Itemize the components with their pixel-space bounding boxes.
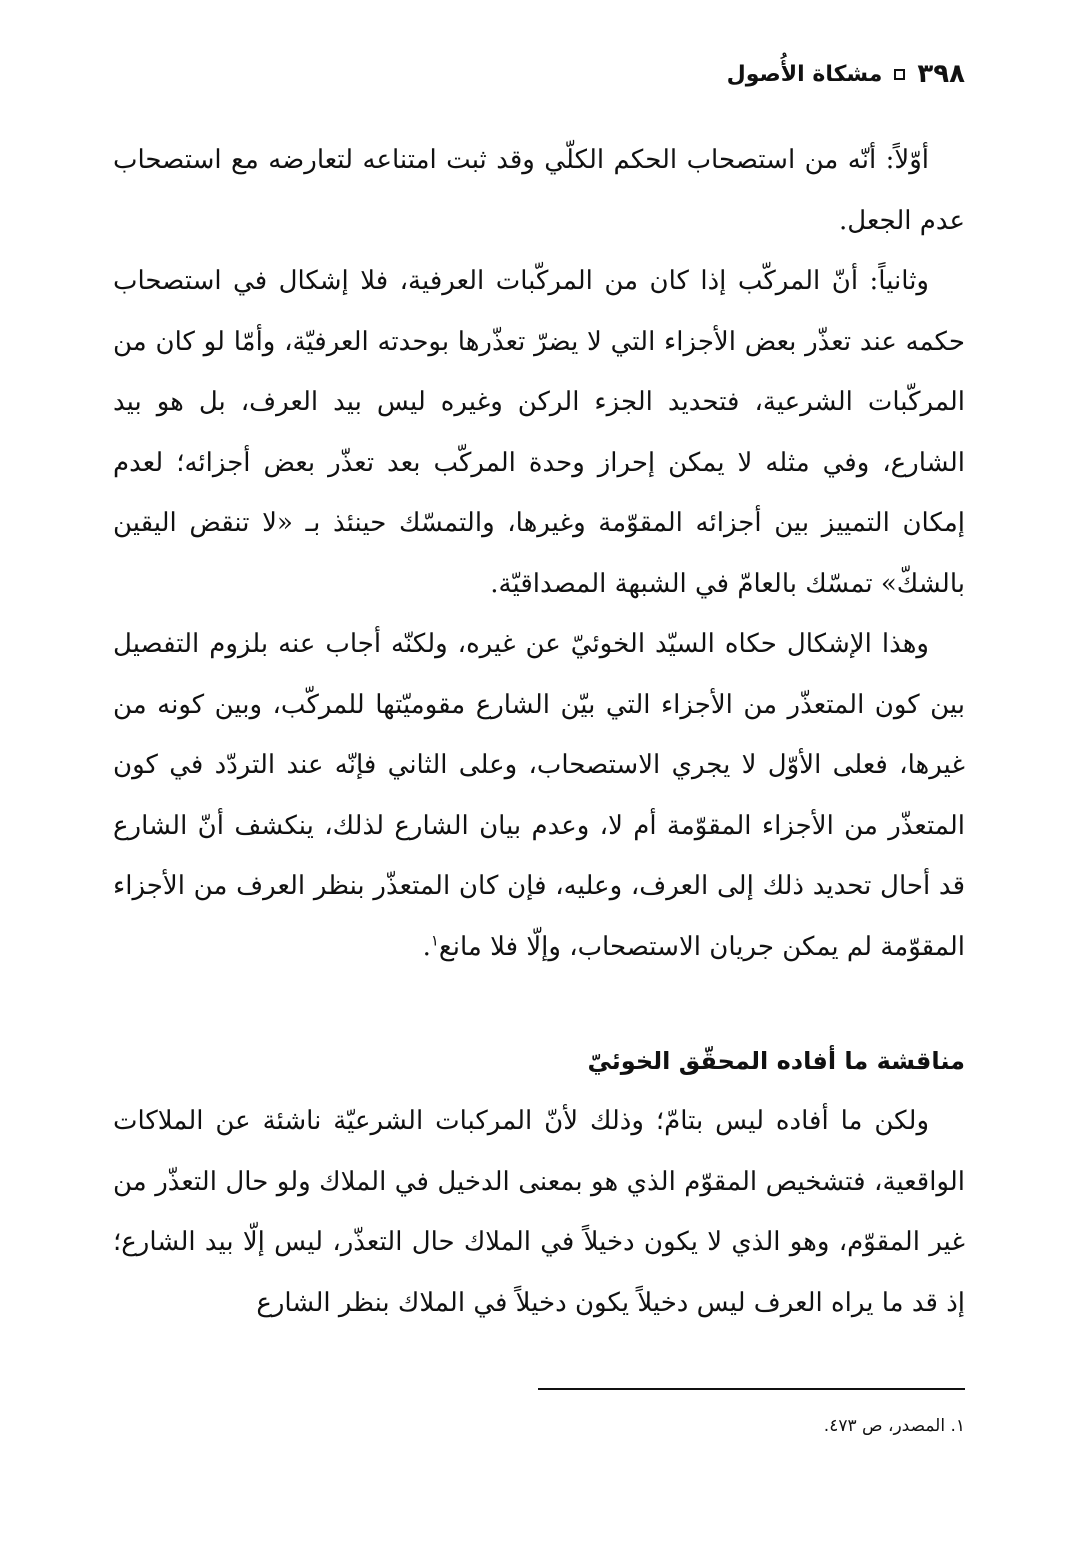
footnote-reference[interactable]: ١ — [430, 930, 439, 949]
footnote: ١. المصدر، ص ٤٧٣. — [823, 1416, 965, 1436]
paragraph-3-text: وهذا الإشكال حكاه السيّد الخوئيّ عن غيره، ولكنّه أجاب عنه بلزوم التفصيل بين كون المتعذّر من الأجزاء التي بيّن الشارع مقوميّتها للمركّب، وبين كونه من غيرها، فعلى الأوّل لا يجري الاستصحاب، وعلى الثاني فإنّه عند التردّد في كون المتعذّر من الأجزاء المقوّمة أم لا، وعدم بيان الشارع لذلك، ينكشف أنّ الشارع قد أحال تحديد ذلك إلى العرف، وعليه، فإن كان المتعذّر بنظر العرف من الأجزاء المقوّمة لم يمكن جريان الاستصحاب، وإلّا فلا مانع — [113, 629, 965, 962]
page-number: ٣٩٨ — [917, 59, 965, 89]
footnote-divider — [538, 1388, 965, 1390]
paragraph-3: وهذا الإشكال حكاه السيّد الخوئيّ عن غيره، ولكنّه أجاب عنه بلزوم التفصيل بين كون المتعذّر من الأجزاء التي بيّن الشارع مقوميّتها للمركّب، وبين كونه من غيرها، فعلى الأوّل لا يجري الاستصحاب، وعلى الثاني فإنّه عند التردّد في كون المتعذّر من الأجزاء المقوّمة أم لا، وعدم بيان الشارع لذلك، ينكشف أنّ الشارع قد أحال تحديد ذلك إلى العرف، وعليه، فإن كان المتعذّر بنظر العرف من الأجزاء المقوّمة لم يمكن جريان الاستصحاب، وإلّا فلا مانع$^١$. — [113, 629, 965, 962]
section-heading: مناقشة ما أفاده المحقّق الخوئيّ — [587, 1047, 965, 1075]
book-title: مشكاة الأُصول — [726, 61, 883, 87]
square-separator-icon — [894, 69, 905, 80]
section-paragraph: ولكن ما أفاده ليس بتامّ؛ وذلك لأنّ المركبات الشرعيّة ناشئة عن الملاكات الواقعية، فتشخيص المقوّم الذي هو بمعنى الدخيل في الملاك ولو حال التعذّر من غير المقوّم، وهو الذي لا يكون دخيلاً في الملاك حال التعذّر، ليس إلّا بيد الشارع؛ إذ قد ما يراه العرف ليس دخيلاً يكون دخيلاً في الملاك بنظر الشارع — [113, 1106, 965, 1318]
body-text — [113, 130, 965, 1333]
paragraph-1: أوّلاً: أنّه من استصحاب الحكم الكلّي وقد ثبت امتناعه لتعارضه مع استصحاب عدم الجعل. — [113, 145, 965, 236]
paragraph-2: وثانياً: أنّ المركّب إذا كان من المركّبات العرفية، فلا إشكال في استصحاب حكمه عند تعذّر بعض الأجزاء التي لا يضرّ تعذّرها بوحدته العرفيّة، وأمّا لو كان من المركّبات الشرعية، فتحديد الجزء الركن وغيره ليس بيد العرف، بل هو بيد الشارع، وفي مثله لا يمكن إحراز وحدة المركّب بعد تعذّر بعض أجزائه؛ لعدم إمكان التمييز بين أجزائه المقوّمة وغيرها، والتمسّك حينئذ بـ «لا تنقض اليقين بالشكّ» تمسّك بالعامّ في الشبهة المصداقيّة. — [113, 266, 965, 599]
running-head — [727, 54, 965, 94]
